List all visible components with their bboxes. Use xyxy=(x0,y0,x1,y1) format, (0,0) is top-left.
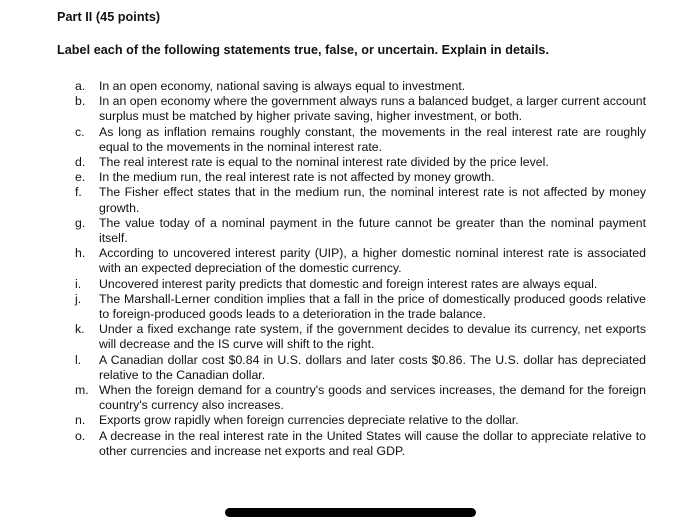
statement-marker: f. xyxy=(75,185,82,200)
statement-f xyxy=(74,185,646,215)
statement-marker: i. xyxy=(75,276,82,291)
statement-k xyxy=(74,322,646,352)
statement-i xyxy=(74,277,646,292)
statement-text: When the foreign demand for a country's goods and services increases, the demand for the foreign country's currency also increases. xyxy=(99,383,646,413)
statement-marker: e. xyxy=(75,170,86,185)
statement-text: In an open economy where the government always runs a balanced budget, a larger current account surplus must be matched by higher private saving, higher investment, or both. xyxy=(99,94,646,124)
statement-marker: g. xyxy=(75,215,86,230)
statement-text: Uncovered interest parity predicts that domestic and foreign interest rates are always equal. xyxy=(99,276,598,291)
statement-marker: l. xyxy=(75,352,82,367)
statement-text: In an open economy, national saving is always equal to investment. xyxy=(99,79,466,93)
statement-marker: k. xyxy=(75,322,85,337)
statement-text: Exports grow rapidly when foreign currencies depreciate relative to the dollar. xyxy=(99,413,519,428)
statement-b xyxy=(74,94,646,124)
statement-text: The real interest rate is equal to the nominal interest rate divided by the price level. xyxy=(99,155,549,170)
statement-text: As long as inflation remains roughly constant, the movements in the real interest rate are roughly equal to the movements in the nominal interest rate. xyxy=(99,124,646,154)
statement-e xyxy=(74,170,646,185)
statement-marker: m. xyxy=(75,383,89,398)
statement-text: A decrease in the real interest rate in the United States will cause the dollar to appreciate relative to other currencies and increase net exports and real GDP. xyxy=(99,428,646,458)
statement-text: According to uncovered interest parity (UIP), a higher domestic nominal interest rate is associated with an expected depreciation of the domestic currency. xyxy=(99,246,646,276)
statement-marker: j. xyxy=(75,291,82,306)
statement-a xyxy=(74,79,646,94)
statement-g xyxy=(74,216,646,246)
statement-j xyxy=(74,292,646,322)
statement-text: The Marshall-Lerner condition implies that a fall in the price of domestically produced goods relative to foreign-produced goods leads to a deterioration in the trade balance. xyxy=(99,291,646,322)
statement-m xyxy=(74,383,646,413)
part-heading: Part II (45 points) xyxy=(57,10,161,24)
statement-marker: n. xyxy=(75,413,86,428)
home-indicator-bar[interactable] xyxy=(225,508,476,517)
statement-text: The value today of a nominal payment in the future cannot be greater than the nominal payment itself. xyxy=(99,215,646,246)
statement-text: A Canadian dollar cost $0.84 in U.S. dollars and later costs $0.86. The U.S. dollar has depreciated relative to the Canadian dollar. xyxy=(99,352,646,382)
instruction-heading: Label each of the following statements true, false, or uncertain. Explain in details. xyxy=(57,43,550,57)
statement-l xyxy=(74,353,646,383)
statement-text: In the medium run, the real interest rate is not affected by money growth. xyxy=(99,170,495,185)
statement-h xyxy=(74,246,646,276)
statement-text: Under a fixed exchange rate system, if the government decides to devalue its currency, net exports will decrease and the IS curve will shift to the right. xyxy=(99,322,646,352)
statements-list xyxy=(74,79,646,459)
statement-o xyxy=(74,429,646,459)
statement-n xyxy=(74,413,646,428)
statement-marker: h. xyxy=(75,246,86,261)
statement-marker: d. xyxy=(75,155,86,170)
statement-text: The Fisher effect states that in the medium run, the nominal interest rate is not affected by money growth. xyxy=(99,185,646,215)
statement-marker: c. xyxy=(75,124,85,139)
statement-marker: o. xyxy=(75,428,86,443)
statement-c xyxy=(74,125,646,155)
statement-marker: a. xyxy=(75,79,86,93)
statement-marker: b. xyxy=(75,94,86,109)
statement-d xyxy=(74,155,646,170)
